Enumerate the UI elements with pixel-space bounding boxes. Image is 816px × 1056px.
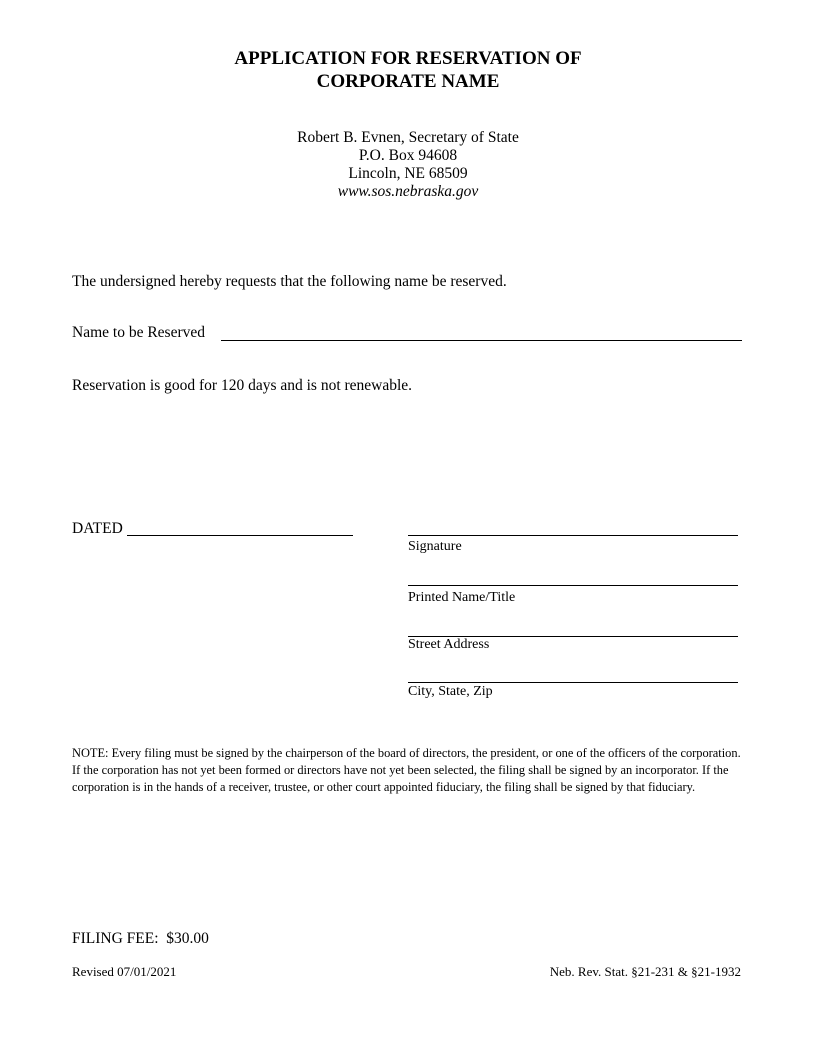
printed-name-field[interactable] (408, 585, 738, 586)
po-box: P.O. Box 94608 (358, 147, 458, 164)
secretary-of-state: Robert B. Evnen, Secretary of State (297, 129, 519, 146)
filing-fee-amount: $30.00 (166, 930, 209, 947)
street-address-label: Street Address (408, 637, 490, 652)
signature-label: Signature (408, 539, 462, 554)
request-statement: The undersigned hereby requests that the following name be reserved. (72, 273, 507, 290)
statute-reference: Neb. Rev. Stat. §21-231 & §21-1932 (549, 964, 741, 979)
signing-note: NOTE: Every filing must be signed by the chairperson of the board of directors, the president, or one of the officers of the corporation. If the corporation has not yet been formed or directors have not yet been selected, the filing shall be signed by an incorporator. If the corporation is in the hands of a receiver, trustee, or other court appointed fiduciary, the filing shall be signed by that fiduciary. (72, 746, 741, 794)
filing-fee-label: FILING FEE: (72, 930, 159, 947)
reservation-terms: Reservation is good for 120 days and is not renewable. (72, 377, 413, 394)
title-line-1: APPLICATION FOR RESERVATION OF (234, 48, 582, 69)
dated-field[interactable] (127, 535, 353, 536)
name-to-be-reserved-label: Name to be Reserved (72, 324, 205, 341)
title-line-2: CORPORATE NAME (316, 71, 500, 92)
filing-fee (72, 930, 209, 948)
printed-name-label: Printed Name/Title (408, 590, 516, 605)
city-state-zip-address: Lincoln, NE 68509 (348, 165, 468, 182)
name-to-be-reserved-field[interactable] (221, 340, 742, 341)
revised-date: Revised 07/01/2021 (72, 964, 177, 979)
dated-label: DATED (72, 520, 123, 537)
website: www.sos.nebraska.gov (337, 183, 479, 200)
city-state-zip-label: City, State, Zip (408, 684, 493, 699)
signature-field[interactable] (408, 535, 738, 536)
